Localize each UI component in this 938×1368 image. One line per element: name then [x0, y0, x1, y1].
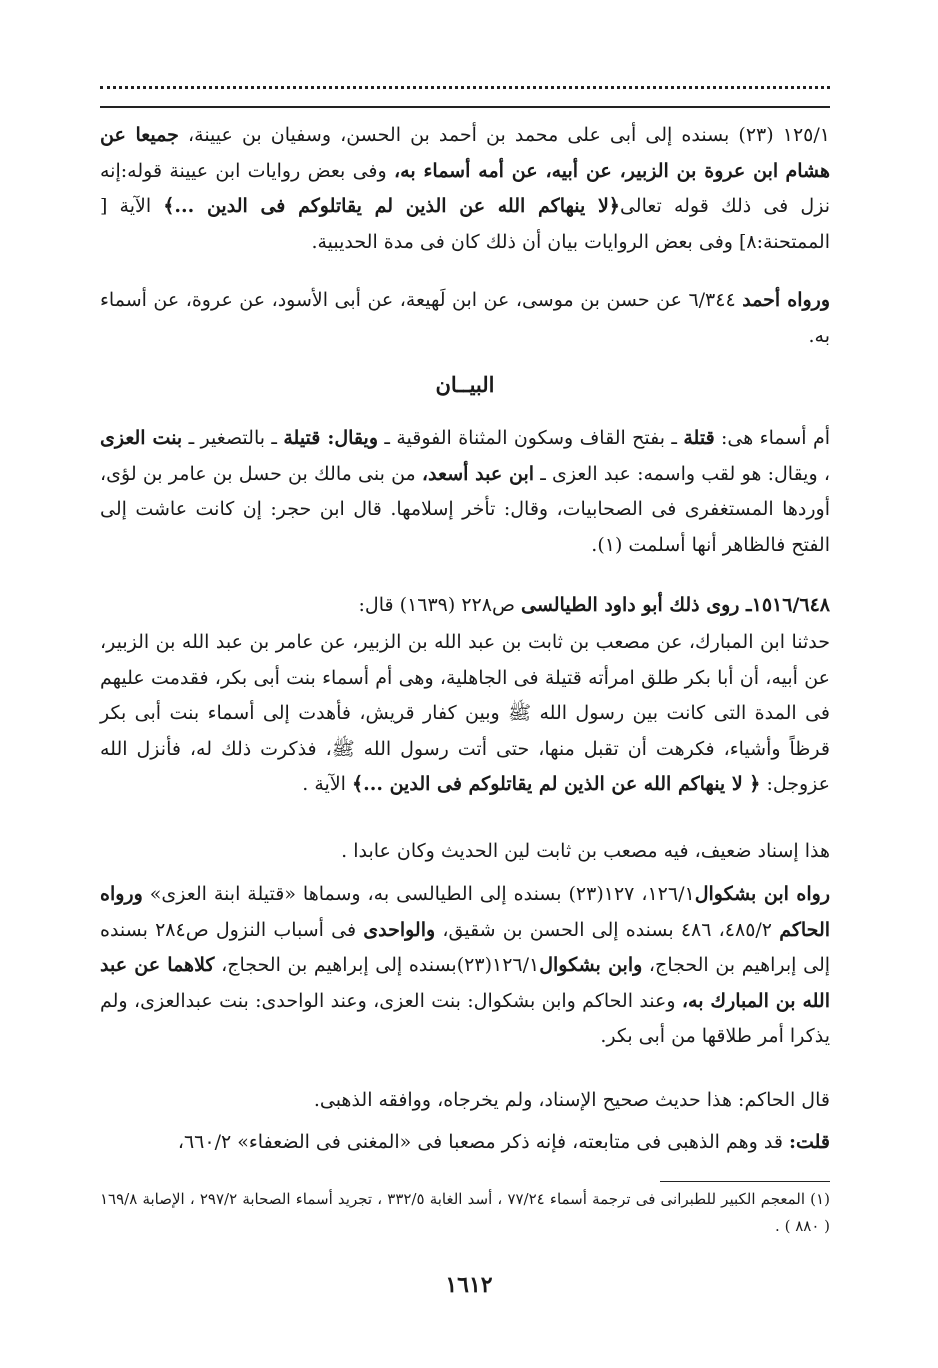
text-run-bold: جميعا عن هشام — [100, 124, 830, 182]
text-run-bold: كلاهما عن عبد الله بن المبارك به، — [100, 954, 830, 1012]
paragraph-ahmad — [100, 283, 830, 354]
text-run: ـ بالتصغير ـ — [182, 427, 284, 449]
text-run-bold: ورواه أحمد — [742, 289, 831, 311]
text-run: ١٢٦/١(٢٣)بسنده إلى إبراهيم بن الحجاج، — [214, 954, 540, 976]
text-run: وفى بعض روايات ابن عيينة قوله:إنه نزل فى ذلك قوله تعالى — [100, 159, 830, 217]
dotted-separator — [100, 72, 830, 89]
paragraph-qultu — [100, 1125, 830, 1161]
footnote-rule — [660, 1181, 830, 1182]
top-rule — [100, 106, 830, 108]
text-run-bold: ١٥١٦/٦٤٨ـ روى ذلك أبو داود الطيالسى — [520, 594, 830, 616]
text-run-bold: ويقال: قتيلة — [283, 427, 379, 449]
paragraph-bayan — [100, 421, 830, 563]
text-run-bold: وابن بشكوال — [539, 954, 643, 976]
text-run: الآية . — [302, 773, 352, 795]
text-run-bold: ابن عبد أسعد، — [421, 462, 535, 485]
text-run: ، ويقال: هو لقب واسمه: عبد العزى ـ — [534, 462, 830, 485]
paragraph-hadith — [100, 625, 830, 803]
text-run-bold: ورواه الحاكم — [100, 883, 831, 941]
quran-verse: ﴿لا ينهاكم الله عن الذين لم يقاتلوكم فى الدين ...﴾ — [163, 195, 620, 217]
text-run: ١٢٦/١، ١٢٧(٢٣) بسنده إلى الطيالسى به، وسماها «قتيلة ابنة العزى» — [142, 883, 695, 905]
paragraph-sources-1 — [100, 118, 830, 260]
text-run-bold: ابن عروة بن الزبير، عن أبيه، عن أمه أسماء به، — [394, 159, 779, 182]
footnote: (١) المعجم الكبير للطبرانى فى ترجمة أسماء ٧٧/٢٤ ، أسد الغابة ٣٣٢/٥ ، تجريد أسماء الصحابة ٢٩٧/٢ ، الإصابة ١٦٩/٨ ( ٨٨٠ ) . — [100, 1190, 830, 1235]
text-run: ٤٨٥/٢، ٤٨٦ بسنده إلى الحسن بن شقيق، — [435, 918, 780, 941]
text-run-bold: قلت: — [788, 1131, 830, 1153]
text-run: أم أسماء هى: — [714, 427, 830, 449]
text-run-bold: بنت العزى — [100, 427, 183, 449]
text-run: هذا إسناد ضعيف، فيه مصعب بن ثابت لين الحديث وكان عابدا . — [341, 840, 830, 862]
text-run: ص٢٢٨ (١٦٣٩) قال: — [358, 594, 521, 616]
text-run: وعند الحاكم وابن بشكوال: بنت العزى، وعند الواحدى: بنت عبدالعزى، ولم يذكرا أمر طلاقها من أبى بكر. — [100, 989, 830, 1047]
paragraph-isnad-grade — [100, 834, 830, 870]
quran-verse: ﴿ لا ينهاكم الله عن الذين لم يقاتلوكم فى الدين ...﴾ — [352, 773, 761, 795]
text-run: فى أسباب النزول ص٢٨٤ بسنده إلى إبراهيم بن الحجاج، — [100, 918, 831, 976]
text-run: ـ بفتح القاف وسكون المثناة الفوقية ـ — [378, 427, 684, 449]
paragraph-takhrij — [100, 877, 830, 1055]
text-run: ٦/٣٤٤ عن حسن بن موسى، عن ابن لَهيعة، عن أبى الأسود، عن عروة، عن أسماء به. — [100, 289, 830, 347]
text-run-bold: رواه ابن بشكوال — [694, 883, 830, 905]
section-heading: البيــان — [435, 372, 495, 397]
hadith-heading — [100, 588, 830, 624]
text-run: الآية [ الممتحنة:٨] وفى بعض الروايات بيان أن ذلك كان فى مدة الحديبية. — [100, 195, 830, 253]
text-run-bold: قتلة — [683, 427, 715, 449]
paragraph-hakim — [100, 1083, 830, 1119]
page-number: ١٦١٢ — [445, 1272, 493, 1298]
text-run: قد وهم الذهبى فى متابعته، فإنه ذكر مصعبا فى «المغنى فى الضعفاء» ٦٦٠/٢، — [177, 1131, 789, 1153]
text-run: حدثنا ابن المبارك، عن مصعب بن ثابت بن عبد الله بن الزبير، عن عامر بن عبد الله بن الزبير، عن أبيه، أن أبا بكر طلق امرأته قتيلة فى الجاهلية، وهى أم أسماء بنت أبى بكر، فقدمت عليهم فى المدة التى كانت بين رسول الله ﷺ وبين كفار قريش، فأهدت إلى أسماء بنت أبى بكر قرظاً وأشياء، فكرهت أن تقبل منها، حتى أتت رسول الله ﷺ، فذكرت ذلك له، فأنزل الله عزوجل: — [100, 631, 830, 795]
text-run: ١٢٥/١ (٢٣) بسنده إلى أبى على محمد بن أحمد بن الحسن، وسفيان بن عيينة، — [178, 124, 830, 146]
text-run: من بنى مالك بن حسل بن عامر بن لؤى، أوردها المستغفرى فى الصحابيات، وقال: تأخر إسلامها. قال ابن حجر: إن كانت عاشت إلى الفتح فالظاهر أنها أسلمت (١). — [100, 462, 830, 556]
text-run: قال الحاكم: هذا حديث صحيح الإسناد، ولم يخرجاه، ووافقه الذهبى. — [313, 1089, 830, 1111]
text-run-bold: والواحدى — [363, 918, 436, 941]
